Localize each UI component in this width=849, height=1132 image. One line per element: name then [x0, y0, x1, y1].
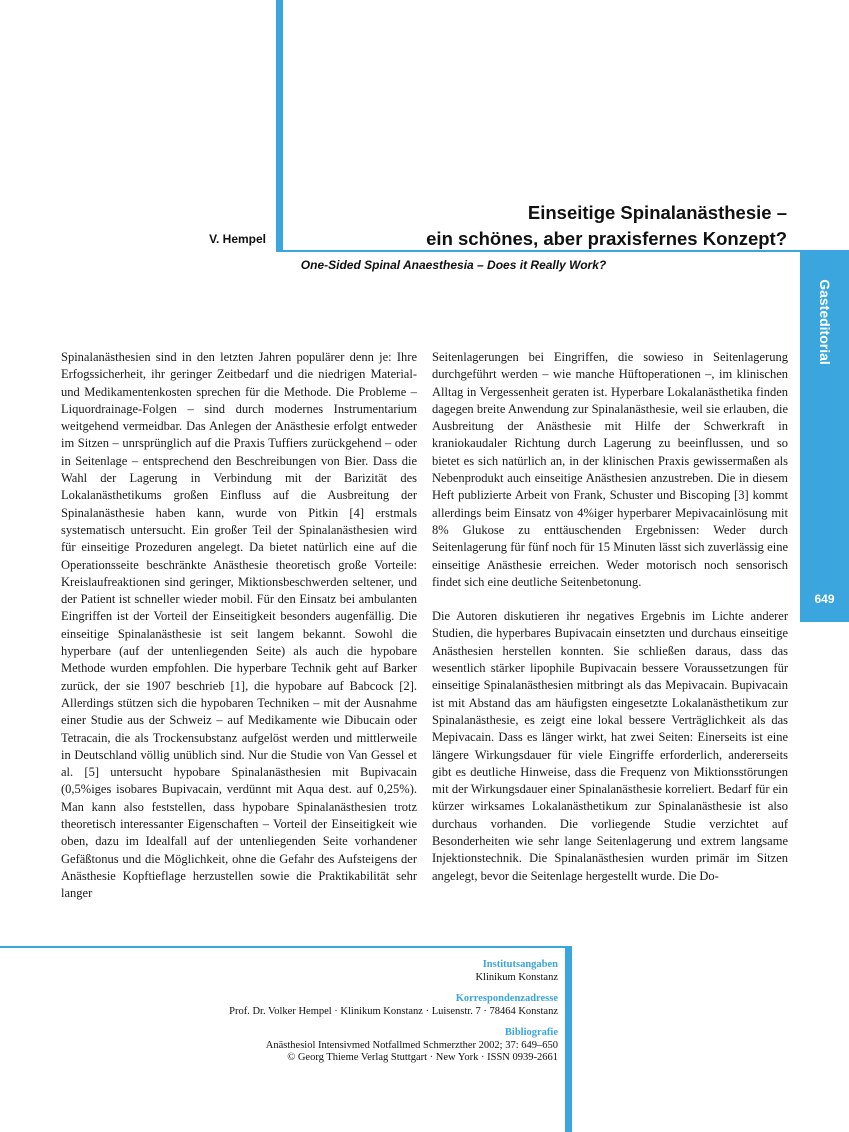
- author-name: V. Hempel: [209, 232, 266, 246]
- page-number: 649: [814, 592, 835, 606]
- body-column-left: [61, 349, 417, 903]
- correspondence-info: [229, 993, 558, 1018]
- article-title-line1: Einseitige Spinalanästhesie –: [527, 202, 787, 223]
- bibliography-heading: Bibliografie: [504, 1027, 558, 1038]
- bibliography-citation: Anästhesiol Intensivmed Notfallmed Schmerzther 2002; 37: 649–650: [265, 1039, 558, 1051]
- article-title-english: One-Sided Spinal Anaesthesia – Does it Really Work?: [300, 258, 607, 272]
- body-paragraph: Die Autoren diskutieren ihr negatives Ergebnis im Lichte anderer Studien, die hyperbares Bupivacain einsetzten und durchaus einseitige Anästhesien herstellen konnten. Sie schließen daraus, dass das wesentlich stärker lipophile Bupivacain bessere Voraussetzungen für einseitige Spinalanästhesien mitbringt als das Mepivacain. Bupivacain ist mit Abstand das am häufigsten eingesetzte Lokalanästhetikum zur Spinalanästhesie, es zeigt eine lokal bessere Verträglichkeit als das Mepivacain. Dass es länger wirkt, hat zwei Seiten: Einerseits ist eine längere Wirkungsdauer für viele Eingriffe erforderlich, andererseits gibt es deutliche Hinweise, dass die Frequenz von Miktionsstörungen mit der Wirkungsdauer einer Spinalanästhesie korreliert. Bedarf für ein kürzer wirksames Lokalanästhetikum zur Spinalanästhesie ist also durchaus vorhanden. Die vorliegende Studie verzichtet auf Besonderheiten wie sehr lange Seitenlagerung und extrem langsame Injektionstechnik. Die Spinalanästhesien wurden primär im Sitzen angelegt, bevor die Seitenlage hergestellt wurde. Die Do-: [432, 609, 788, 883]
- section-label: Gasteditorial: [816, 279, 833, 365]
- article-title-line2: ein schönes, aber praxisfernes Konzept?: [426, 228, 787, 249]
- accent-rule-bottom: [0, 946, 572, 948]
- correspondence-text: Prof. Dr. Volker Hempel · Klinikum Konstanz · Luisenstr. 7 · 78464 Konstanz: [229, 1005, 558, 1017]
- institution-text: Klinikum Konstanz: [475, 971, 558, 983]
- body-paragraph: Seitenlagerungen bei Eingriffen, die sowieso in Seitenlagerung durchgeführt werden – wie manche Hüftoperationen –, im klinischen Alltag in Vergessenheit geraten ist. Hyperbare Lokalanästhetika finden dagegen breite Anwendung zur Spinalanästhesie, weil sie erlauben, die Ausbreitung der Anästhesie mit Hilfe der Schwerkraft in kraniokaudaler Richtung durch Lagerung zu beeinflussen, und so bietet es sich natürlich an, in der klinischen Praxis gewissermaßen als Nebenprodukt auch einseitige Anästhesien anzustreben. Die in diesem Heft publizierte Arbeit von Frank, Schuster und Biscoping [3] kommt allerdings beim Einsatz von 4%iger hyperbarer Mepivacainlösung mit 8% Glukose zu enttäuschenden Ergebnissen: Weder durch Seitenlagerung für fünf noch für 15 Minuten lässt sich zuverlässig eine einseitige Anästhesie erreichen. Weder motorisch noch sensorisch findet sich eine deutliche Seitenbetonung.: [432, 350, 788, 589]
- accent-bar-vertical-bottom: [565, 946, 572, 1132]
- article-info-block: [229, 959, 558, 1074]
- accent-bar-vertical-top: [276, 0, 283, 251]
- bibliography-info: [229, 1027, 558, 1065]
- bibliography-copyright: © Georg Thieme Verlag Stuttgart · New York · ISSN 0939-2661: [287, 1052, 558, 1063]
- correspondence-heading: Korrespondenzadresse: [455, 993, 558, 1004]
- section-tab: [800, 252, 849, 622]
- institution-info: [229, 959, 558, 984]
- institution-heading: Institutsangaben: [482, 959, 558, 970]
- article-title: [426, 200, 787, 252]
- body-column-right: [432, 349, 788, 885]
- body-paragraph: Spinalanästhesien sind in den letzten Jahren populärer denn je: Ihre Erfogssicherheit, ihr geringer Zeitbedarf und die niedrigen Material- und Medikamentenkosten sprechen für die Methode. Die Probleme – Liquordrainage-Folgen – sind durch modernes Instrumentarium weitgehend vermeidbar. Das Anlegen der Anästhesie erfolgt entweder im Sitzen – unrsprünglich auf die Praxis Tuffiers zurückgehend – oder in Seitenlage – entsprechend den Beschreibungen von Bier. Dass die Wahl der Lagerung in Verbindung mit der Barizität des Lokalanästhetikums großen Einfluss auf die Ausbreitung der Spinalanästhesie haben kann, wurde von Pitkin [4] erstmals systematisch untersucht. Ein großer Teil der Spinalanästhesien wird für einseitige Prozeduren angelegt. Da bietet natürlich eine auf die Operationsseite beschränkte Anästhesie theoretisch große Vorteile: Kreislaufreaktionen sind geringer, Miktionsbeschwerden seltener, und der Patient ist schneller wieder mobil. Für den Einsatz bei ambulanten Eingriffen ist der Vorteil der Einseitigkeit besonders augenfällig. Die einseitige Spinalanästhesie ist seit langem bekannt. Sowohl die hyperbare (auf der untenliegenden Seite) als auch die hypobare Methode wurden empfohlen. Die hyperbare Technik geht auf Barker zurück, der sie 1907 beschrieb [1], die hypobare auf Babcock [2]. Allerdings stützen sich die hypobaren Techniken – mit der Ausnahme einer Studie aus der Schweiz – auf Medikamente wie Dibucain oder Tetracain, die als Trockensubstanz aufgelöst werden und mittlerweile in Deutschland völlig unüblich sind. Nur die Studie von Van Gessel et al. [5] untersucht hypobare Spinalanästhesien mit Bupivacain (0,5%iges isobares Bupivacain, verdünnt mit Aqua dest. auf 0,25%). Man kann also feststellen, dass hypobare Spinalanästhesien trotz theoretisch interessanter Eigenschaften – Vorteil der Einseitigkeit wie oben, dazu im Idealfall auf der untenliegenden Seite vorhandener Gefäßtonus und die Möglichkeit, ohne die Gefahr des Aufsteigens der Anästhesie Kopftieflage herzustellen sowie die Praktikabilität sehr langer: [61, 350, 417, 901]
